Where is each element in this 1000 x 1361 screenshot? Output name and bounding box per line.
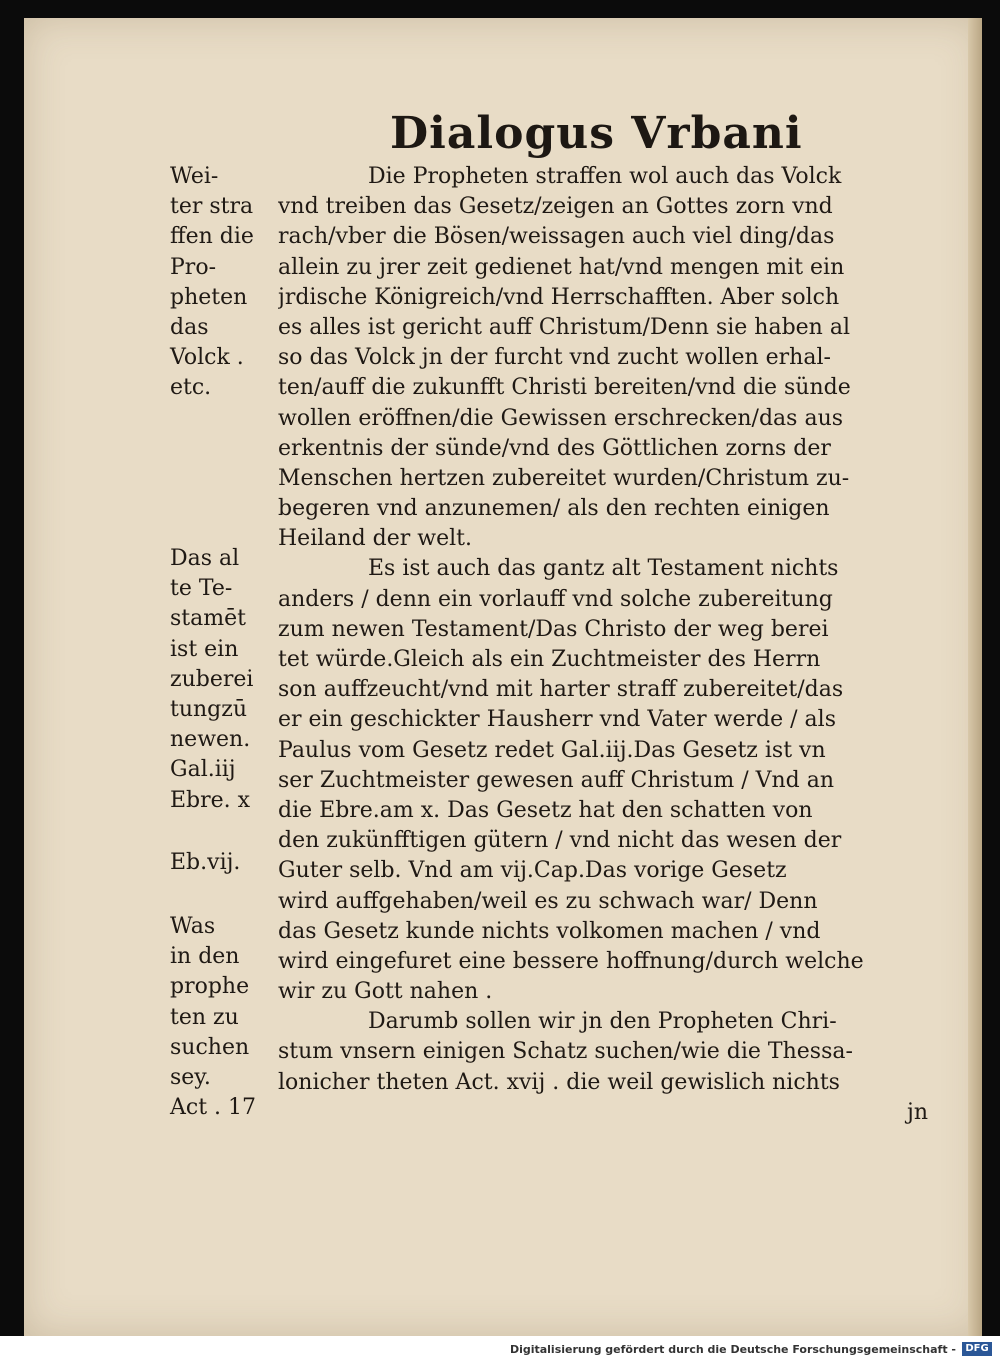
text-line: ten/auff die zukunfft Christi bereiten/vnd die sünde: [278, 375, 851, 401]
text-line: Paulus vom Gesetz redet Gal.iij.Das Gesetz ist vn: [278, 737, 826, 763]
text-line: die Ebre.am x. Das Gesetz hat den schatten von: [278, 797, 813, 823]
gloss-line: tungzū: [170, 697, 248, 723]
gloss-line: Das al: [170, 546, 240, 571]
text-line: er ein geschickter Hausherr vnd Vater werde / als: [278, 707, 837, 733]
gloss-line: te Te-: [170, 576, 233, 602]
text-line: stum vnsern einigen Schatz suchen/wie die Thessa-: [278, 1039, 853, 1065]
gloss-line: suchen: [170, 1034, 250, 1060]
gloss-line: ist ein: [170, 636, 239, 662]
gloss-line: Volck .: [170, 345, 244, 371]
text-line: erkentnis der sünde/vnd des Göttlichen zorns der: [278, 435, 831, 461]
text-line: wird auffgehaben/weil es zu schwach war/ Denn: [278, 888, 818, 914]
text-line: vnd treiben das Gesetz/zeigen an Gottes zorn vnd: [278, 194, 833, 220]
marginal-gloss-2: [170, 544, 280, 816]
text-line: Es ist auch das gantz alt Testament nichts: [368, 556, 839, 582]
body-text: [278, 162, 928, 1128]
text-line: jrdische Königreich/vnd Herrschafften. Aber solch: [278, 284, 840, 310]
marginal-gloss-1: [170, 162, 280, 404]
text-line: es alles ist gericht auff Christum/Denn sie haben al: [278, 314, 850, 340]
text-line: begeren vnd anzunemen/ als den rechten einigen: [278, 496, 830, 522]
text-line: zum newen Testament/Das Christo der weg berei: [278, 616, 829, 642]
text-line: wollen eröffnen/die Gewissen erschrecken/das aus: [278, 405, 844, 431]
page-edge: [968, 18, 982, 1336]
text-line: allein zu jrer zeit gedienet hat/vnd mengen mit ein: [278, 254, 845, 280]
footer-credit: Digitalisierung gefördert durch die Deutsche Forschungsgemeinschaft -: [509, 1343, 956, 1356]
text-line: ser Zuchtmeister gewesen auff Christum / Vnd an: [278, 767, 835, 793]
text-line: tet würde.Gleich als ein Zuchtmeister des Herrn: [278, 647, 821, 672]
text-line: rach/vber die Bösen/weissagen auch viel ding/das: [278, 224, 835, 250]
text-line: Guter selb. Vnd am vij.Cap.Das vorige Gesetz: [278, 858, 787, 884]
text-line: den zukünfftigen gütern / vnd nicht das wesen der: [278, 828, 842, 854]
text-line: das Gesetz kunde nichts volkomen machen / vnd: [278, 918, 821, 944]
gloss-line: Ebre. x: [170, 787, 251, 813]
gloss-line: das: [170, 315, 209, 341]
text-line: Die Propheten straffen wol auch das Volck: [368, 164, 842, 189]
text-line: Heiland der welt.: [278, 526, 472, 552]
gloss-line: Was: [170, 914, 216, 939]
gloss-line: etc.: [170, 375, 212, 401]
gloss-line: zuberei: [170, 666, 254, 692]
gloss-line: prophe: [170, 974, 250, 1000]
gloss-line: ter stra: [170, 194, 254, 220]
text-line: anders / denn ein vorlauff vnd solche zubereitung: [278, 586, 833, 612]
text-line: so das Volck jn der furcht vnd zucht wollen erhal-: [278, 345, 831, 371]
page-heading: Dialogus Vrbani: [390, 108, 803, 159]
gloss-line: Eb.vij.: [170, 850, 241, 875]
gloss-line: stamēt: [170, 606, 246, 632]
text-line: Darumb sollen wir jn den Propheten Chri-: [368, 1009, 837, 1035]
gloss-line: sey.: [170, 1065, 211, 1091]
text-line: wird eingefuret eine bessere hoffnung/durch welche: [278, 948, 864, 974]
gloss-line: Gal.iij: [170, 757, 236, 783]
gloss-line: newen.: [170, 727, 251, 753]
gloss-line: Act . 17: [170, 1095, 257, 1121]
gloss-line: pheten: [170, 284, 248, 310]
gloss-line: in den: [170, 944, 240, 970]
marginal-gloss-4: [170, 912, 280, 1123]
dfg-logo: DFG: [962, 1342, 992, 1356]
gloss-line: ffen die: [170, 224, 254, 250]
gloss-line: Wei-: [170, 164, 219, 189]
footer-bar: [0, 1336, 1000, 1361]
gloss-line: Pro-: [170, 254, 216, 280]
text-line: Menschen hertzen zubereitet wurden/Christum zu-: [278, 465, 850, 491]
text-line: jn: [907, 1099, 928, 1125]
text-line: son auffzeucht/vnd mit harter straff zubereitet/das: [278, 677, 844, 703]
gloss-line: ten zu: [170, 1004, 239, 1030]
text-line: lonicher theten Act. xvij . die weil gewislich nichts: [278, 1069, 840, 1095]
marginal-gloss-3: [170, 848, 280, 878]
text-line: wir zu Gott nahen .: [278, 979, 493, 1005]
